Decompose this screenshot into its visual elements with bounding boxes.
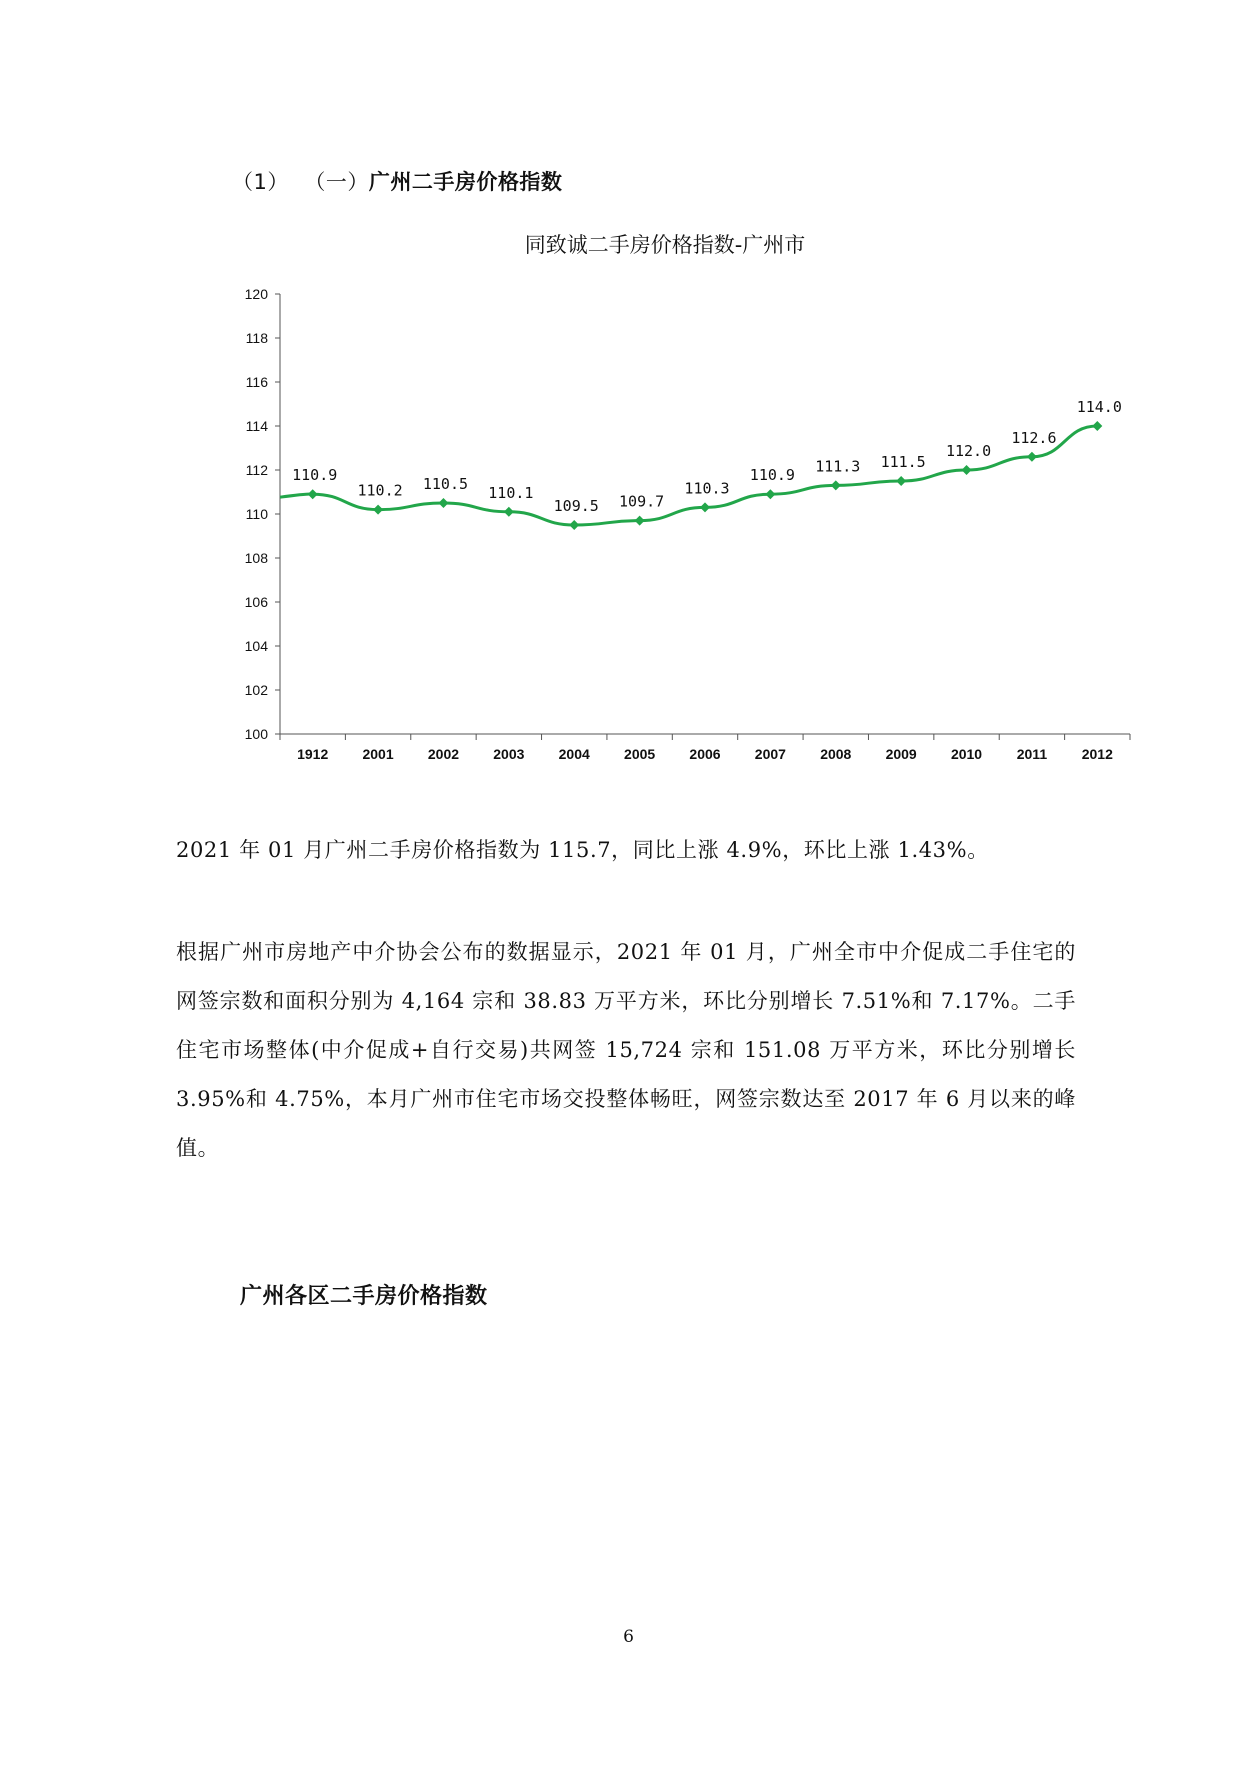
y-tick-label: 104 xyxy=(244,638,268,654)
data-point-marker xyxy=(635,516,645,526)
y-axis xyxy=(245,286,280,742)
x-tick-label: 2001 xyxy=(362,746,394,762)
data-labels xyxy=(292,398,1122,515)
y-tick-label: 100 xyxy=(244,726,268,742)
section-title: 广州二手房价格指数 xyxy=(368,170,563,194)
x-tick-label: 2007 xyxy=(754,746,786,762)
data-label: 110.5 xyxy=(422,475,469,493)
x-tick-label: 2011 xyxy=(1016,746,1048,762)
data-label: 111.3 xyxy=(815,457,861,476)
x-tick-label: 2009 xyxy=(885,746,917,762)
section-number: （1） xyxy=(232,170,289,194)
data-point-marker xyxy=(765,489,775,499)
data-point-marker xyxy=(438,498,448,508)
summary-paragraph: 2021 年 01 月广州二手房价格指数为 115.7，同比上涨 4.9%，环比上涨 1.43%。 xyxy=(176,838,989,862)
data-label: 110.1 xyxy=(488,483,534,502)
page-number: 6 xyxy=(623,1627,634,1647)
data-label: 111.5 xyxy=(880,453,926,471)
data-point-marker xyxy=(831,480,841,490)
data-point-marker xyxy=(504,507,514,517)
data-point-marker xyxy=(373,505,383,515)
data-label: 110.2 xyxy=(357,481,403,500)
x-tick-label: 2006 xyxy=(689,746,721,762)
series-path xyxy=(280,426,1097,525)
data-label: 112.6 xyxy=(1011,428,1057,447)
data-point-marker xyxy=(569,520,579,530)
y-tick-label: 110 xyxy=(245,506,268,522)
chart-title: 同致诚二手房价格指数-广州市 xyxy=(524,233,806,257)
data-label: 109.7 xyxy=(619,492,665,511)
y-tick-label: 120 xyxy=(244,286,268,302)
x-tick-label: 2008 xyxy=(820,746,852,762)
y-tick-label: 102 xyxy=(244,682,268,698)
data-label: 110.9 xyxy=(292,466,338,485)
section-sub-number: （一） xyxy=(314,170,369,194)
data-label: 114.0 xyxy=(1076,398,1122,416)
x-tick-label: 2003 xyxy=(493,746,525,762)
data-label: 110.9 xyxy=(749,466,795,485)
data-point-marker xyxy=(962,465,972,475)
detail-paragraph: 根据广州市房地产中介协会公布的数据显示，2021 年 01 月，广州全市中介促成二手住宅的网签宗数和面积分别为 4,164 宗和 38.83 万平方米，环比分别增长 7.51%和 7.17%。二手住宅市场整体(中介促成+自行交易)共网签 15,724 宗和 151.08 万平方米，环比分别增长 3.95%和 4.75%，本月广州市住宅市场交投整体畅旺，网签宗数达至 2017 年 6 月以来的峰值。 xyxy=(176,940,1076,1160)
x-tick-label: 1912 xyxy=(297,746,329,762)
data-point-marker xyxy=(1092,421,1102,431)
data-point-marker xyxy=(308,489,318,499)
x-tick-label: 2010 xyxy=(950,746,983,762)
x-tick-label: 2004 xyxy=(558,746,590,762)
x-tick-label: 2012 xyxy=(1081,746,1113,762)
y-tick-label: 112 xyxy=(245,462,268,478)
data-point-marker xyxy=(1027,452,1037,462)
y-tick-label: 114 xyxy=(245,418,268,434)
y-tick-label: 118 xyxy=(245,330,268,346)
y-tick-label: 108 xyxy=(244,550,268,566)
section-heading xyxy=(232,166,562,196)
data-point-marker xyxy=(896,476,906,486)
y-tick-label: 116 xyxy=(245,374,268,390)
x-tick-label: 2002 xyxy=(427,746,460,762)
data-point-marker xyxy=(700,502,710,512)
series-line xyxy=(280,421,1102,530)
data-label: 109.5 xyxy=(553,497,599,515)
price-index-line-chart xyxy=(215,232,1145,772)
district-section-heading: 广州各区二手房价格指数 xyxy=(240,1284,488,1309)
data-label: 110.3 xyxy=(684,479,730,498)
x-tick-label: 2005 xyxy=(624,746,656,762)
x-axis xyxy=(280,734,1130,762)
y-tick-label: 106 xyxy=(244,594,268,610)
data-label: 112.0 xyxy=(945,442,992,460)
